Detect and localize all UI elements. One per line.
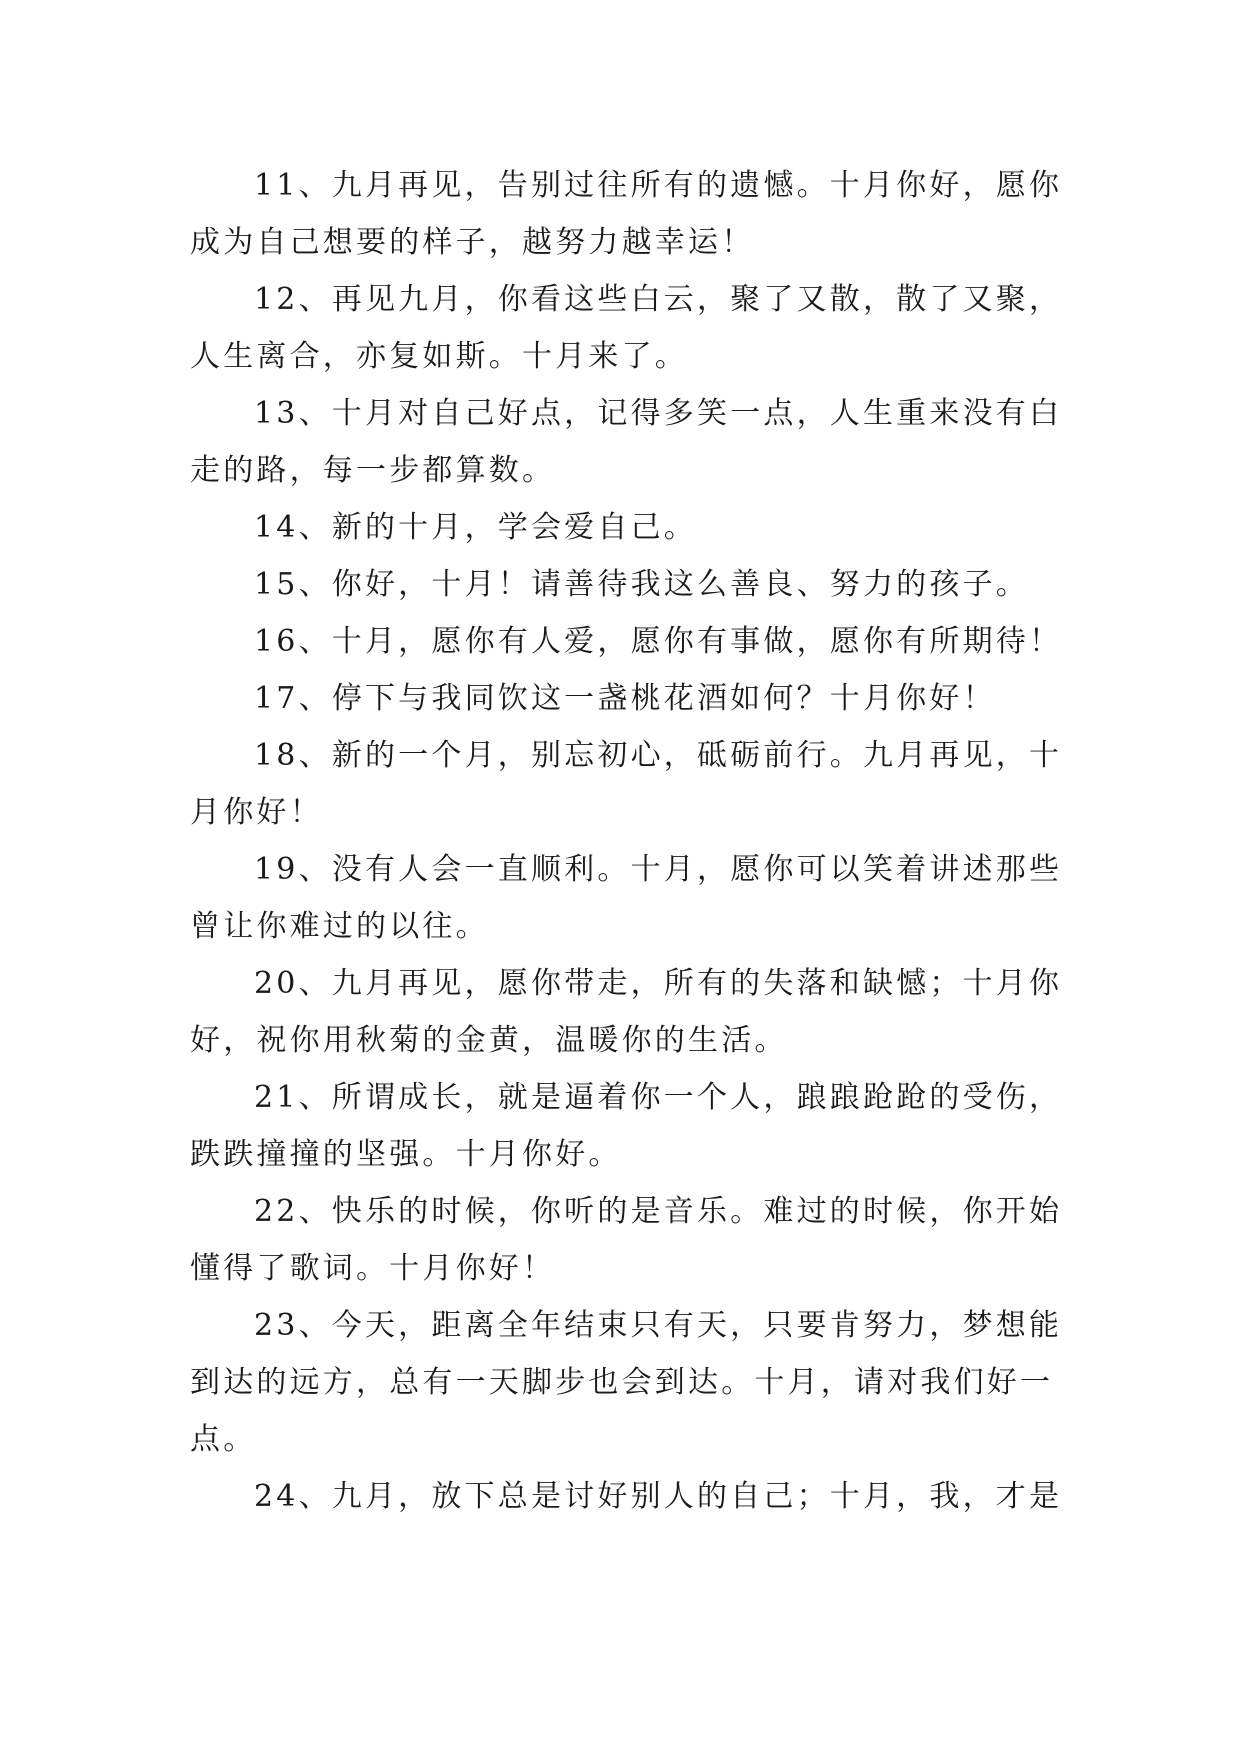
paragraph-18: 18、新的一个月，别忘初心，砥砺前行。九月再见，十月你好！ xyxy=(190,738,1063,830)
paragraph-22: 22、快乐的时候，你听的是音乐。难过的时候，你开始懂得了歌词。十月你好！ xyxy=(190,1194,1063,1286)
paragraph-16: 16、十月，愿你有人爱，愿你有事做，愿你有所期待！ xyxy=(254,624,1063,659)
paragraph-20: 20、九月再见，愿你带走，所有的失落和缺憾；十月你好，祝你用秋菊的金黄，温暖你的生活。 xyxy=(190,966,1063,1058)
paragraph-13: 13、十月对自己好点，记得多笑一点，人生重来没有白走的路，每一步都算数。 xyxy=(190,396,1063,488)
document-body xyxy=(190,157,1070,1525)
paragraph-23: 23、今天，距离全年结束只有天，只要肯努力，梦想能到达的远方，总有一天脚步也会到达。十月，请对我们好一点。 xyxy=(190,1308,1063,1457)
paragraph-12: 12、再见九月，你看这些白云，聚了又散，散了又聚，人生离合，亦复如斯。十月来了。 xyxy=(190,282,1063,374)
paragraph-14: 14、新的十月，学会爱自己。 xyxy=(254,510,697,545)
paragraph-15: 15、你好，十月！请善待我这么善良、努力的孩子。 xyxy=(254,567,1029,602)
paragraph-21: 21、所谓成长，就是逼着你一个人，踉踉跄跄的受伤，跌跌撞撞的坚强。十月你好。 xyxy=(190,1080,1063,1172)
paragraph-11: 11、九月再见，告别过往所有的遗憾。十月你好，愿你成为自己想要的样子，越努力越幸运！ xyxy=(190,168,1063,260)
paragraph-17: 17、停下与我同饮这一盏桃花酒如何？十月你好！ xyxy=(254,681,996,716)
paragraph-19: 19、没有人会一直顺利。十月，愿你可以笑着讲述那些曾让你难过的以往。 xyxy=(190,852,1063,944)
paragraph-24: 24、九月，放下总是讨好别人的自己；十月，我，才是 xyxy=(254,1479,1063,1514)
